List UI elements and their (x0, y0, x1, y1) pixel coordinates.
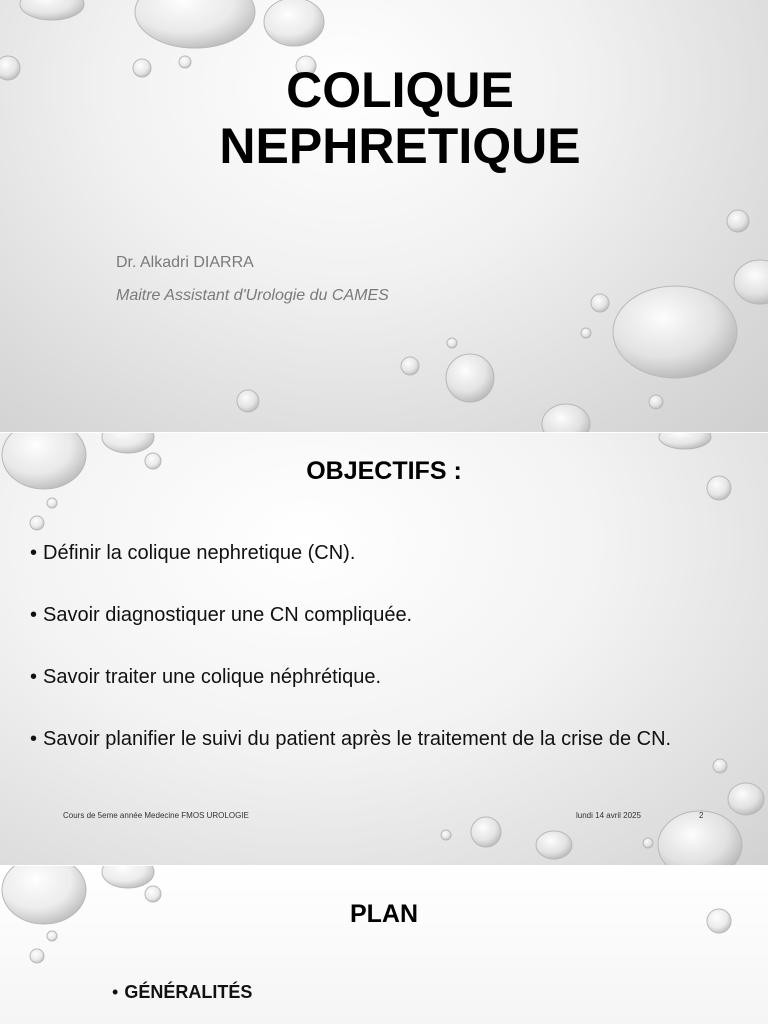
slide-title: PLAN (349, 900, 419, 928)
footer-date: lundi 14 avril 2025 (576, 811, 641, 820)
objective-item: • Savoir traiter une colique néphrétique. (30, 665, 671, 727)
objectives-slide (0, 433, 768, 865)
slide-title (16, 62, 768, 174)
title-line-2: NEPHRETIQUE (219, 118, 581, 174)
title-slide (0, 0, 768, 432)
objectives-list (30, 541, 671, 789)
author-name: Dr. Alkadri DIARRA (116, 254, 254, 271)
plan-slide (0, 866, 768, 1024)
objective-item: • Savoir diagnostiquer une CN compliquée. (30, 603, 671, 665)
slide-number: 2 (699, 811, 704, 820)
footer-course: Cours de 5eme année Medecine FMOS UROLOGIE (63, 811, 249, 820)
title-line-1: COLIQUE (286, 62, 514, 118)
objective-item: • Définir la colique nephretique (CN). (30, 541, 671, 603)
objective-item: • Savoir planifier le suivi du patient après le traitement de la crise de CN. (30, 727, 671, 789)
slide-title: OBJECTIFS : (306, 457, 462, 485)
plan-item: • GÉNÉRALITÉS (112, 982, 252, 1003)
author-role: Maitre Assistant d'Urologie du CAMES (116, 287, 389, 304)
